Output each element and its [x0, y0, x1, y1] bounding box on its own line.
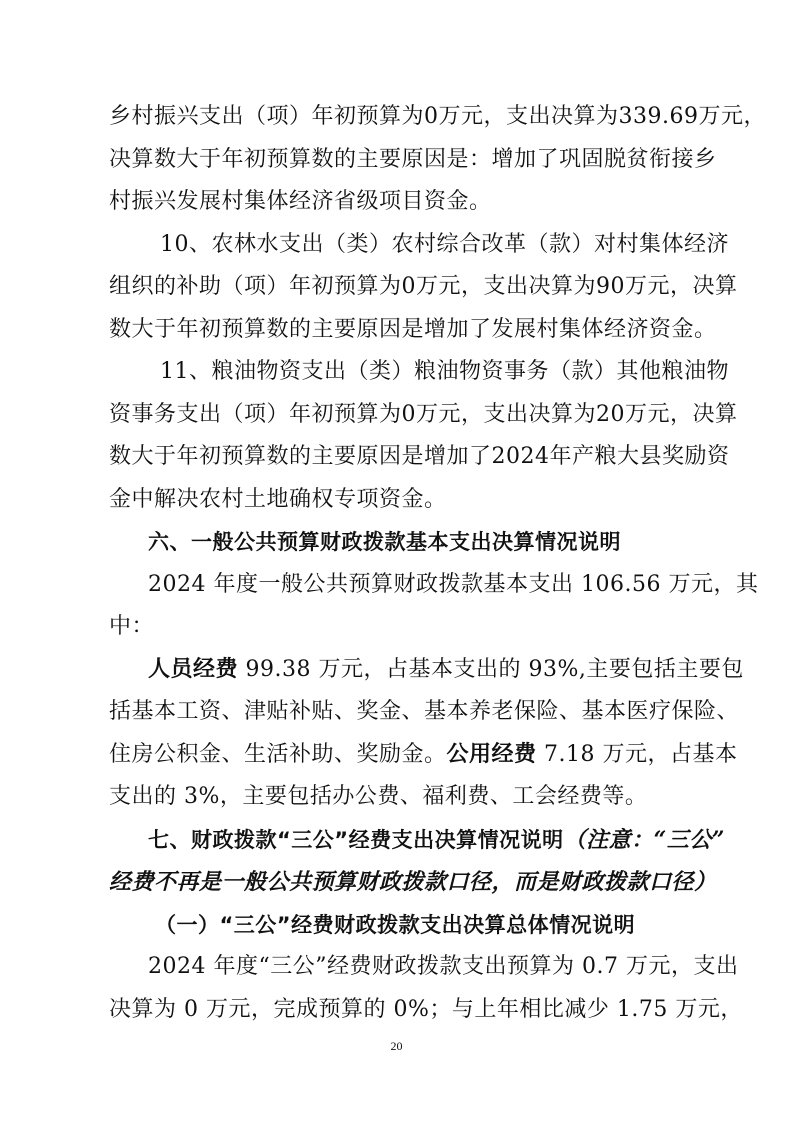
personnel-expense-text: 99.38 万元，占基本支出的 93%,主要包括主要包 [238, 657, 744, 682]
body-line: 数大于年初预算数的主要原因是增加了发展村集体经济资金。 [109, 317, 717, 342]
section-heading [148, 820, 725, 860]
page-number: 20 [390, 1039, 403, 1053]
body-line: 村振兴发展村集体经济省级项目资金。 [109, 189, 492, 214]
personnel-expense-label: 人员经费 [148, 657, 239, 682]
body-line: 10、农林水支出（类）农村综合改革（款）对村集体经济 [160, 232, 729, 257]
body-line: 资事务支出（项）年初预算为0万元，支出决算为20万元，决算 [109, 402, 738, 427]
body-line: 支出的 3%，主要包括办公费、福利费、工会经费等。 [109, 784, 648, 809]
body-line: 括基本工资、津贴补贴、奖金、基本养老保险、基本医疗保险、 [109, 699, 740, 724]
public-expense-label: 公用经费 [446, 742, 537, 767]
body-text: 住房公积金、生活补助、奖励金。 [109, 742, 447, 767]
body-line [148, 650, 744, 690]
body-line: 决算为 0 万元，完成预算的 0%；与上年相比减少 1.75 万元， [109, 997, 743, 1022]
body-line [109, 735, 738, 775]
section-heading-text: 七、财政拨款“三公”经费支出决算情况说明 [148, 828, 564, 852]
note-text: （注意：“三公” [563, 827, 725, 853]
section-heading: 六、一般公共预算财政拨款基本支出决算情况说明 [148, 530, 621, 554]
body-line: 11、粮油物资支出（类）粮油物资事务（款）其他粮油物 [160, 359, 729, 384]
body-line: 组织的补助（项）年初预算为0万元，支出决算为90万元，决算 [109, 274, 738, 299]
note-line: 经费不再是一般公共预算财政拨款口径，而是财政拨款口径） [109, 869, 717, 895]
body-line: 2024 年度一般公共预算财政拨款基本支出 106.56 万元，其 [148, 572, 759, 597]
subsection-heading: （一）“三公”经费财政拨款支出决算总体情况说明 [155, 913, 636, 937]
body-line: 中： [109, 614, 155, 639]
body-line: 金中解决农村土地确权专项资金。 [109, 487, 447, 512]
body-line: 乡村振兴支出（项）年初预算为0万元，支出决算为339.69万元， [109, 104, 766, 129]
body-line: 2024 年度“三公”经费财政拨款支出预算为 0.7 万元，支出 [148, 954, 739, 979]
public-expense-text: 7.18 万元，占基本 [536, 742, 738, 767]
body-line: 决算数大于年初预算数的主要原因是：增加了巩固脱贫衔接乡 [109, 147, 717, 172]
body-line: 数大于年初预算数的主要原因是增加了2024年产粮大县奖励资 [109, 444, 730, 469]
